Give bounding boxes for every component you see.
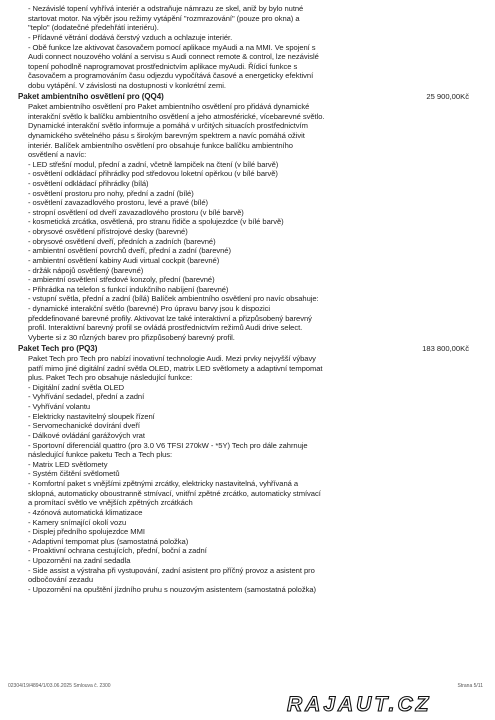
package-description-line: - Komfortní paket s vnějšími zpětnými zrcátky, elektricky nastavitelná, vyhřívaná a (28, 479, 299, 488)
watermark-logo-graphic (285, 693, 490, 715)
intro-text-line: "teplo" (dodatečné předehřátí interiéru). (28, 23, 159, 33)
package-description-line: - ambientní osvětlení povrchů dveří, přední a zadní (barevné) (28, 246, 231, 256)
package-description-line: a promítací světlo ve vnějších zpětných zrcátkách (28, 498, 193, 508)
package-description-line: - Displej předního spolujezdce MMI (28, 527, 145, 537)
package-description-line: interakční světlo k balíčku ambientního osvětlení a jeho atmosférické, vícebarevné světlo. (28, 111, 325, 121)
intro-text-line: dobu vytápění. V závislosti na dostupnosti v konkrétní zemi. (28, 81, 226, 90)
intro-text-line: - Nezávislé topení vyhřívá interiér a odstraňuje námrazu ze skel, aniž by bylo nutné (28, 4, 304, 13)
package-description-line: - osvětlení prostoru pro nohy, přední a zadní (bílé) (28, 188, 194, 198)
watermark-text: RAJAUT.CZ (287, 693, 432, 715)
intro-text-line: startovat motor. Na výběr jsou režimy vytápění "rozmrazování" (pouze pro okna) a (28, 13, 300, 23)
package-description-line: Dynamické interakční světlo informuje a pomáhá v určitých situacích prostřednictvím (28, 121, 308, 131)
package-description-line: Paket Tech pro Tech pro nabízí inovativní technologie Audi. Mezi prvky nejvyšší výbavy (28, 353, 316, 363)
package-description-line: - Side assist a výstraha při vystupování, zadní asistent pro příčný provoz a asistent pro (28, 565, 315, 575)
package-description-line: - Kamery snímající okolí vozu (28, 517, 127, 527)
package-description-line: následující funkce paketu Tech a Tech plus: (28, 450, 173, 460)
intro-text-line: - Obě funkce lze aktivovat časovačem pomocí aplikace myAudi a na MMI. Ve spojení s (28, 42, 316, 52)
package-description-line: Paket ambientního osvětlení pro Paket ambientního osvětlení pro přidává dynamické (28, 102, 310, 111)
package-description-line: - Upozornění na zadní sedadla (28, 555, 131, 565)
package-description-line: profil. Interaktivní barevný profil se ovládá prostřednictvím režimů Audi drive select. (28, 323, 303, 333)
package-description-line: sklopná, automaticky oboustranně stmívací, vnitřní zpětné zrcátko, automaticky stmívací (28, 488, 321, 498)
package-description-line: - osvětlení odkládací přihrádky (bílá) (28, 179, 149, 188)
package-description-line: osvětlení a navíc: (28, 150, 87, 160)
intro-text-line: - Přídavné větrání dodává čerstvý vzduch a ochlazuje interiér. (28, 32, 233, 42)
package-description-line: - Vyhřívání sedadel, přední a zadní (28, 392, 145, 402)
package-description-line: - Proaktivní ochrana cestujících, přední, boční a zadní (28, 546, 207, 556)
package-description-line: - Upozornění na opuštění jízdního pruhu s nouzovým asistentem (samostatná položka) (28, 584, 316, 594)
package-description-line: dynamického světelného pásu s širokým barevným spektrem a navíc pomáhá oživit (28, 130, 305, 140)
package-description-line: interiér. Balíček ambientního osvětlení pro obsahuje funkce balíčku ambientního (28, 140, 293, 150)
package-description-line: - vstupní světla, přední a zadní (bílá) Balíček ambientního osvětlení pro navíc obsahuje: (28, 294, 319, 304)
package-description-line: - Systém čištění světlometů (28, 469, 120, 479)
package-description-line: - Digitální zadní světla OLED (28, 382, 125, 392)
package-description-line: - ambientní osvětlení středové konzoly, přední (barevné) (28, 275, 215, 285)
package-description-line: - osvětlení odkládací přihrádky pod středovou loketní opěrkou (v bílé barvě) (28, 169, 278, 179)
watermark-logo (0, 690, 495, 716)
package-description-line: - LED střešní modul, přední a zadní, včetně lampiček na čtení (v bílé barvě) (28, 159, 279, 169)
package-description-line: - Matrix LED světlomety (28, 459, 108, 469)
package-description-line: - Dálkové ovládání garážových vrat (28, 430, 145, 440)
package-description-line: Vyberte si z 30 různých barev pro přizpůsobený barevný profil. (28, 332, 235, 342)
package-description-line: - obrysové osvětlení dveří, předních a zadních (barevné) (28, 236, 216, 246)
package-description-line: patří mimo jiné digitální zadní světla OLED, matrix LED světlomety a adaptivní tempomat (28, 363, 323, 373)
package-description-line: - ambientní osvětlení kabiny Audi virtual cockpit (barevné) (28, 255, 220, 265)
package-description-line: - osvětlení zavazadlového prostoru, levé a pravé (bílé) (28, 198, 209, 208)
package-description-line: - dynamické interakční světlo (barevné) Pro úpravu barvy jsou k dispozici (28, 304, 270, 313)
package-description-line: - Vyhřívání volantu (28, 402, 91, 411)
package-description-line: předdefinované barevné profily. Aktivovat lze také interaktivní a přizpůsobený barevný (28, 313, 312, 323)
package-description-line: - kosmetická zrcátka, osvětlená, pro stranu řidiče a spolujezdce (v bílé barvě) (28, 217, 284, 227)
package-description-line: - stropní osvětlení od dveří zavazadlového prostoru (v bílé barvě) (28, 207, 244, 217)
package-description-line: plus. Paket Tech pro obsahuje následující funkce: (28, 373, 193, 383)
package-price: 183 800,00Kč (422, 344, 469, 354)
package-description-line: - obrysové osvětlení přístrojové desky (barevné) (28, 227, 188, 237)
intro-text-line: Audi connect nouzového volání a servisu s Audi connect remote & control, lze nezávislé (28, 52, 319, 62)
package-description-line: - držák nápojů osvětlený (barevné) (28, 265, 144, 275)
package-description-line: - Servomechanické dovírání dveří (28, 421, 140, 431)
package-description-line: - Přihrádka na telefon s funkcí indukčního nabíjení (barevné) (28, 284, 229, 294)
package-price: 25 900,00Kč (426, 92, 469, 102)
package-title: Paket ambientního osvětlení pro (QQ4) (18, 92, 164, 102)
footer-page-number: Strana 5/11 (457, 683, 483, 689)
package-title: Paket Tech pro (PQ3) (18, 344, 98, 354)
package-description-line: - Sportovní diferenciál quattro (pro 3.0 V6 TFSI 270kW - *5Y) Tech pro dále zahrnuje (28, 440, 308, 450)
package-description-line: - Adaptivní tempomat plus (samostatná položka) (28, 536, 189, 546)
footer-contract-number: 02304/19/4894/1/03.06.2025 Smlouva č. 2300 (8, 683, 111, 689)
intro-text-line: časovačem a programováním času odjezdu vypočítává časové a energeticky efektivní (28, 71, 314, 81)
package-description-line: - 4zónová automatická klimatizace (28, 507, 143, 517)
intro-text-line: topení pohodlně naprogramovat prostřednictvím aplikace myAudi. Řídicí funkce s (28, 61, 298, 71)
package-description-line: - Elektricky nastavitelný sloupek řízení (28, 411, 155, 421)
package-description-line: odbočování zezadu (28, 575, 94, 585)
